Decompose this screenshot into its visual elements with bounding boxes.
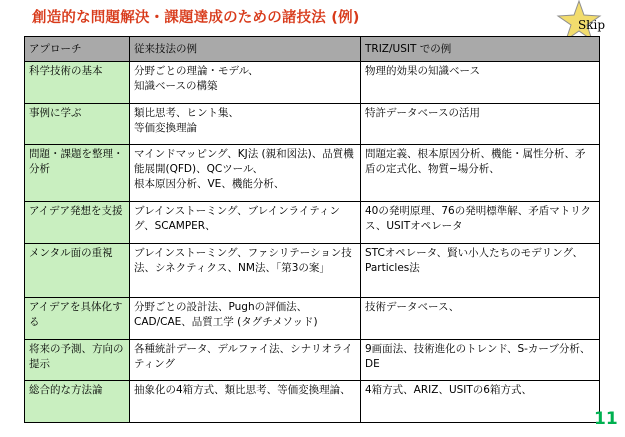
approach-cell: 問題・課題を整理・分析 bbox=[25, 145, 130, 202]
header-approach: アプローチ bbox=[25, 37, 130, 62]
triz-cell: 問題定義、根本原因分析、機能・属性分析、矛盾の定式化、物質−場分析、 bbox=[361, 145, 600, 202]
triz-cell: 9画面法、技術進化のトレンド、S-カーブ分析、DE bbox=[361, 339, 600, 381]
conventional-cell: 分野ごとの設計法、Pughの評価法、 CAD/CAE、品質工学 (タグチメソッド) bbox=[130, 298, 361, 340]
table-row bbox=[25, 381, 600, 423]
triz-cell: 40の発明原理、76の発明標準解、矛盾マトリクス、USITオペレータ bbox=[361, 202, 600, 244]
table-row bbox=[25, 298, 600, 340]
table-row bbox=[25, 339, 600, 381]
header-triz: TRIZ/USIT での例 bbox=[361, 37, 600, 62]
conventional-cell: 抽象化の4箱方式、類比思考、等価変換理論、 bbox=[130, 381, 361, 423]
triz-cell: 物理的効果の知識ベース bbox=[361, 62, 600, 104]
conventional-cell: 分野ごとの理論・モデル、 知識ベースの構築 bbox=[130, 62, 361, 104]
approach-cell: アイデアを具体化する bbox=[25, 298, 130, 340]
conventional-cell: マインドマッピング、KJ法 (親和図法)、品質機能展開(QFD)、QCツール、 根本原因分析、VE、機能分析、 bbox=[130, 145, 361, 202]
triz-cell: 特許データベースの活用 bbox=[361, 103, 600, 145]
triz-cell: STCオペレータ、賢い小人たちのモデリング、Particles法 bbox=[361, 244, 600, 298]
approach-cell: メンタル面の重視 bbox=[25, 244, 130, 298]
header-conventional: 従来技法の例 bbox=[130, 37, 361, 62]
approach-cell: 総合的な方法論 bbox=[25, 381, 130, 423]
table-row bbox=[25, 103, 600, 145]
conventional-cell: 類比思考、ヒント集、 等価変換理論 bbox=[130, 103, 361, 145]
page-number: 11 bbox=[594, 409, 618, 429]
triz-cell: 技術データベース、 bbox=[361, 298, 600, 340]
table-row bbox=[25, 244, 600, 298]
approach-cell: アイデア発想を支援 bbox=[25, 202, 130, 244]
table-row bbox=[25, 145, 600, 202]
conventional-cell: 各種統計データ、デルファイ法、シナリオライティング bbox=[130, 339, 361, 381]
table-row bbox=[25, 62, 600, 104]
skip-label: Skip bbox=[578, 18, 606, 32]
table-row bbox=[25, 202, 600, 244]
conventional-cell: ブレインストーミング、ファシリテーション技法、シネクティクス、NM法、「第3の案」 bbox=[130, 244, 361, 298]
approach-cell: 事例に学ぶ bbox=[25, 103, 130, 145]
conventional-cell: ブレインストーミング、ブレインライティング、SCAMPER、 bbox=[130, 202, 361, 244]
slide-title: 創造的な問題解決・課題達成のための諸技法 (例) bbox=[32, 10, 360, 26]
approach-cell: 科学技術の基本 bbox=[25, 62, 130, 104]
approach-cell: 将来の予測、方向の提示 bbox=[25, 339, 130, 381]
triz-cell: 4箱方式、ARIZ、USITの6箱方式、 bbox=[361, 381, 600, 423]
techniques-table bbox=[24, 36, 600, 423]
table-header-row bbox=[25, 37, 600, 62]
